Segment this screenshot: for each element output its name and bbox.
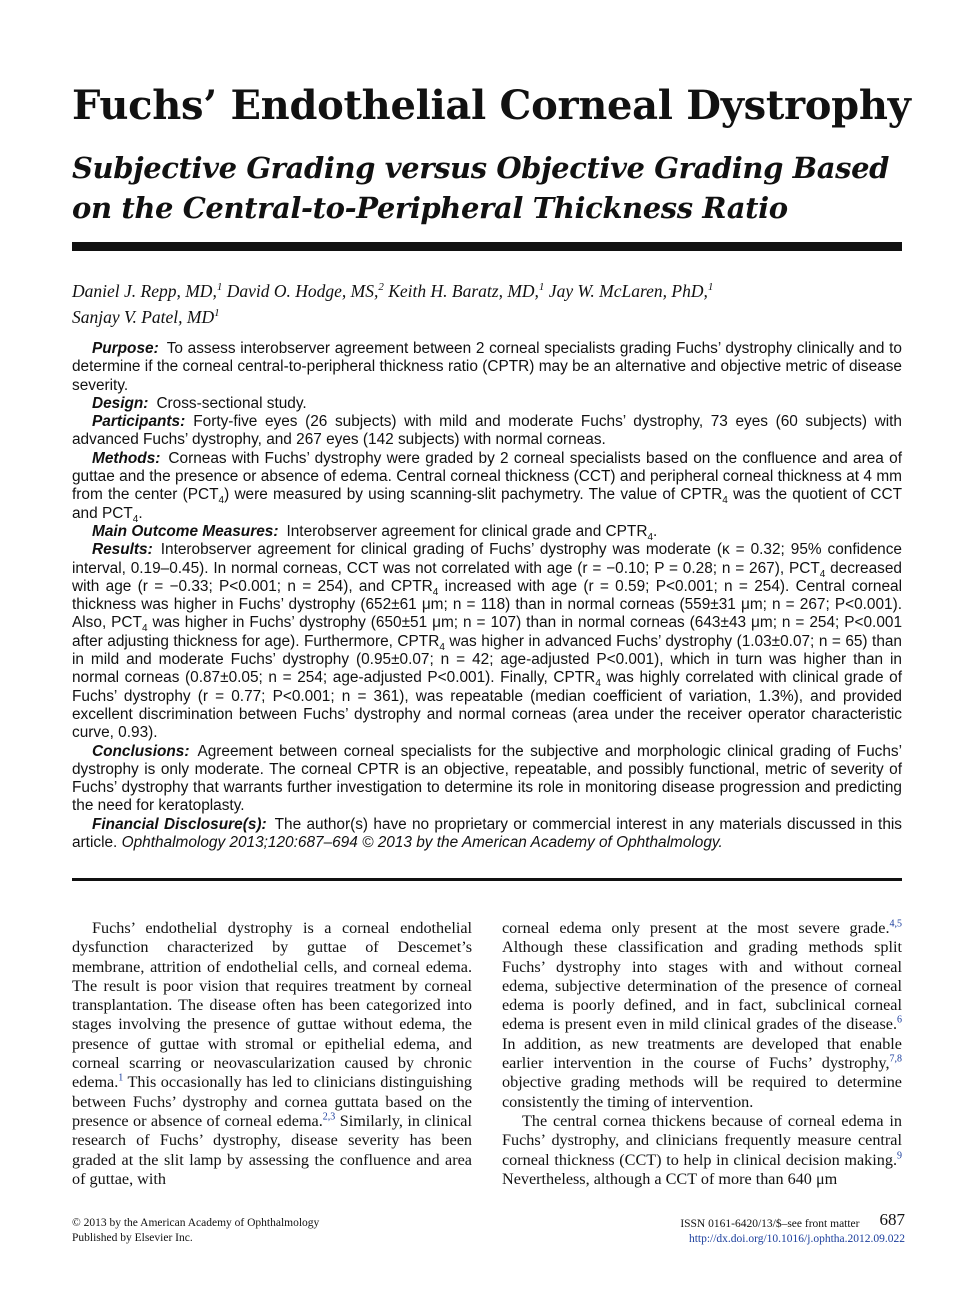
subscript: 4: [819, 568, 826, 580]
section-text: was the quotient of CCT and PCT: [72, 486, 902, 522]
section-text: To assess interobserver agreement between 2 corneal specialists grading Fuchs’ dystrophy clinically and to determine if the corneal central-to-peripheral thickness ratio (CPTR) may be an alternative and objective metric of disease severity.: [72, 340, 902, 394]
section-label: Purpose:: [92, 340, 159, 357]
subscript: 4: [432, 586, 439, 598]
author: Sanjay V. Patel, MD: [72, 306, 215, 327]
article-title: Fuchs’ Endothelial Corneal Dystrophy: [72, 82, 911, 129]
footer-copyright-block: [72, 1216, 452, 1246]
body-text: In addition, as new treatments are developed that enable earlier intervention in the course of Fuchs’ dystrophy,: [502, 1034, 902, 1073]
section-text: was higher in advanced Fuchs’ dystrophy (1.03±0.07; n = 65) than in mild and moderate Fuchs’ dystrophy (0.95±0.07; n = 42; age-adjusted P<0.001), which in turn was higher than in normal corneas (0.87±0.05; n = 254; age-adjusted P<0.001). Finally, CPTR: [72, 632, 902, 687]
body-text: Although these classification and grading methods split Fuchs’ dystrophy into stages with and without corneal edema, subjective determination of the presence of corneal edema is poorly defined, and in fact, subclinical corneal edema is present even in mild clinical grades of the disease.: [502, 938, 902, 1034]
body-text: Fuchs’ endothelial dystrophy is a corneal endothelial dysfunction characterized by guttae of Descemet’s membrane, attrition of endothelial cells, and corneal edema. The result is poor vision that requires treatment by corneal transplantation. The disease often has been categorized into stages involving the presence of guttae without edema, the presence of guttae with stromal or epithelial edema, and corneal scarring or neovascularization caused by chronic edema.: [72, 919, 472, 1092]
reference-link[interactable]: 2,3: [322, 1111, 336, 1123]
copyright-line: © 2013 by the American Academy of Ophthalmology: [72, 1217, 320, 1229]
abstract-purpose: [72, 340, 902, 395]
abstract-participants: [72, 413, 902, 450]
section-text: decreased with age (r = −0.33; P<0.001; n = 254), and CPTR: [72, 559, 902, 595]
section-text: ) were measured by using scanning-slit pachymetry. The value of CPTR: [224, 486, 723, 504]
abstract: [72, 340, 902, 852]
abstract-conclusions: [72, 743, 902, 816]
abstract-results: [72, 541, 902, 742]
publisher-line: Published by Elsevier Inc.: [72, 1232, 193, 1244]
section-text: was higher in Fuchs’ dystrophy (650±51 μm; n = 107) than in normal corneas (643±43 μm; n = 254; P<0.001 after adjusting thickness for age). Furthermore, CPTR: [72, 614, 903, 650]
author: Jay W. McLaren, PhD,: [548, 280, 708, 301]
author: Daniel J. Repp, MD,: [72, 280, 217, 301]
affiliation-ref: 2: [378, 281, 384, 293]
doi-link[interactable]: http://dx.doi.org/10.1016/j.ophtha.2012.09.022: [688, 1233, 905, 1245]
body-column-left: [72, 919, 472, 1189]
section-label: Conclusions:: [92, 742, 190, 760]
section-text: Corneas with Fuchs’ dystrophy were graded by 2 corneal specialists based on the confluence and area of guttae and the presence or absence of edema. Central corneal thickness (CCT) and peripheral corneal thickness at 4 mm from the center (PCT: [72, 449, 902, 504]
section-text: was highly correlated with clinical grade of Fuchs’ dystrophy (r = 0.77; P<0.001; n = 361), was repeatable (median coefficient of variation, 1.3%), and provided excellent discrimination between Fuchs’ dystrophy and normal corneas (area under the receiver operator characteristic curve, 0.93).: [72, 669, 902, 742]
section-text: .: [138, 504, 143, 522]
reference-link[interactable]: 9: [897, 1150, 902, 1162]
affiliation-ref: 1: [216, 281, 223, 293]
body-text: corneal edema only present at the most severe grade.: [502, 919, 890, 937]
section-text: .: [653, 522, 658, 540]
section-label: Results:: [92, 541, 153, 559]
author-list: [72, 276, 902, 328]
section-label: Main Outcome Measures:: [92, 522, 279, 540]
reference-link[interactable]: 1: [118, 1072, 124, 1084]
body-text: objective grading methods will be required to determine consistently the timing of intervention.: [502, 1073, 902, 1111]
subscript: 4: [439, 641, 445, 653]
abstract-financial-disclosure: [72, 816, 902, 853]
author: David O. Hodge, MS,: [226, 280, 379, 301]
reference-link[interactable]: 4,5: [889, 918, 902, 930]
abstract-main-outcome-measures: [72, 522, 902, 544]
body-paragraph: [72, 919, 472, 1189]
body-text: Nevertheless, although a CCT of more than 640 μm: [502, 1169, 838, 1188]
section-text: increased with age (r = 0.59; P<0.001; n = 254). Central corneal thickness was higher in Fuchs’ dystrophy (652±61 μm; n = 118) than in normal corneas (559±31 μm; n = 267; P<0.001). Also, PCT: [72, 577, 902, 632]
section-label: Financial Disclosure(s):: [92, 815, 267, 833]
abstract-rule: [72, 878, 902, 881]
issn-line: ISSN 0161-6420/13/$–see front matter: [680, 1218, 860, 1230]
abstract-methods: [72, 450, 902, 523]
section-text: Forty-five eyes (26 subjects) with mild and moderate Fuchs’ dystrophy, 73 eyes (60 subjects) with advanced Fuchs’ dystrophy, and 267 eyes (142 subjects) with normal corneas.: [72, 413, 902, 449]
section-text: The author(s) have no proprietary or commercial interest in any materials discussed in this article.: [72, 815, 902, 852]
journal-citation: Ophthalmology 2013;120:687–694 © 2013 by the American Academy of Ophthalmology.: [121, 834, 723, 852]
section-label: Participants:: [92, 413, 186, 431]
body-text: This occasionally has led to clinicians distinguishing between Fuchs’ dystrophy and cornea guttata based on the presence or absence of corneal edema.: [72, 1073, 472, 1130]
section-text: Cross-sectional study.: [156, 394, 307, 412]
subscript: 4: [218, 495, 225, 507]
affiliation-ref: 1: [214, 306, 220, 319]
header-rule: [72, 242, 902, 251]
body-column-right: [502, 919, 902, 1189]
body-paragraph: [502, 919, 902, 1112]
abstract-design: [72, 395, 902, 413]
subscript: 4: [722, 495, 728, 507]
section-text: Interobserver agreement for clinical grade and CPTR: [286, 522, 648, 540]
body-paragraph: [502, 1112, 902, 1189]
reference-link[interactable]: 6: [897, 1015, 902, 1027]
section-label: Methods:: [92, 449, 161, 467]
subscript: 4: [595, 678, 601, 690]
article-subtitle: Subjective Grading versus Objective Grading Based on the Central-to-Peripheral Thickness Ratio: [72, 151, 890, 225]
body-text: The central cornea thickens because of corneal edema in Fuchs’ dystrophy, and clinicians frequently measure central corneal thickness (CCT) to help in clinical decision making.: [502, 1111, 902, 1169]
section-text: Interobserver agreement for clinical grading of Fuchs’ dystrophy was moderate (κ = 0.32; 95% confidence interval, 0.19–0.45). In normal corneas, CCT was not correlated with age (r = −0.10; P = 0.28; n = 267), PCT: [72, 541, 902, 577]
affiliation-ref: 1: [538, 281, 545, 293]
affiliation-ref: 1: [707, 281, 714, 293]
subscript: 4: [132, 513, 139, 525]
body-text: Similarly, in clinical research of Fuchs’ dystrophy, disease severity has been graded at the slit lamp by assessing the confluence and area of guttae, with: [72, 1111, 472, 1188]
reference-link[interactable]: 7,8: [889, 1053, 902, 1065]
author: Keith H. Baratz, MD,: [388, 280, 539, 301]
section-text: Agreement between corneal specialists for the subjective and morphologic clinical grading of Fuchs’ dystrophy is only moderate. The corneal CPTR is an objective, repeatable, and possibly functional, metric of severity of Fuchs’ dystrophy that warrants further investigation to determine its role in monitoring disease progression and predicting the need for keratoplasty.: [72, 742, 902, 815]
subscript: 4: [647, 532, 654, 544]
subscript: 4: [141, 623, 148, 635]
section-label: Design:: [92, 394, 149, 412]
page-number: 687: [879, 1210, 905, 1229]
footer-issn-block: [520, 1212, 905, 1247]
